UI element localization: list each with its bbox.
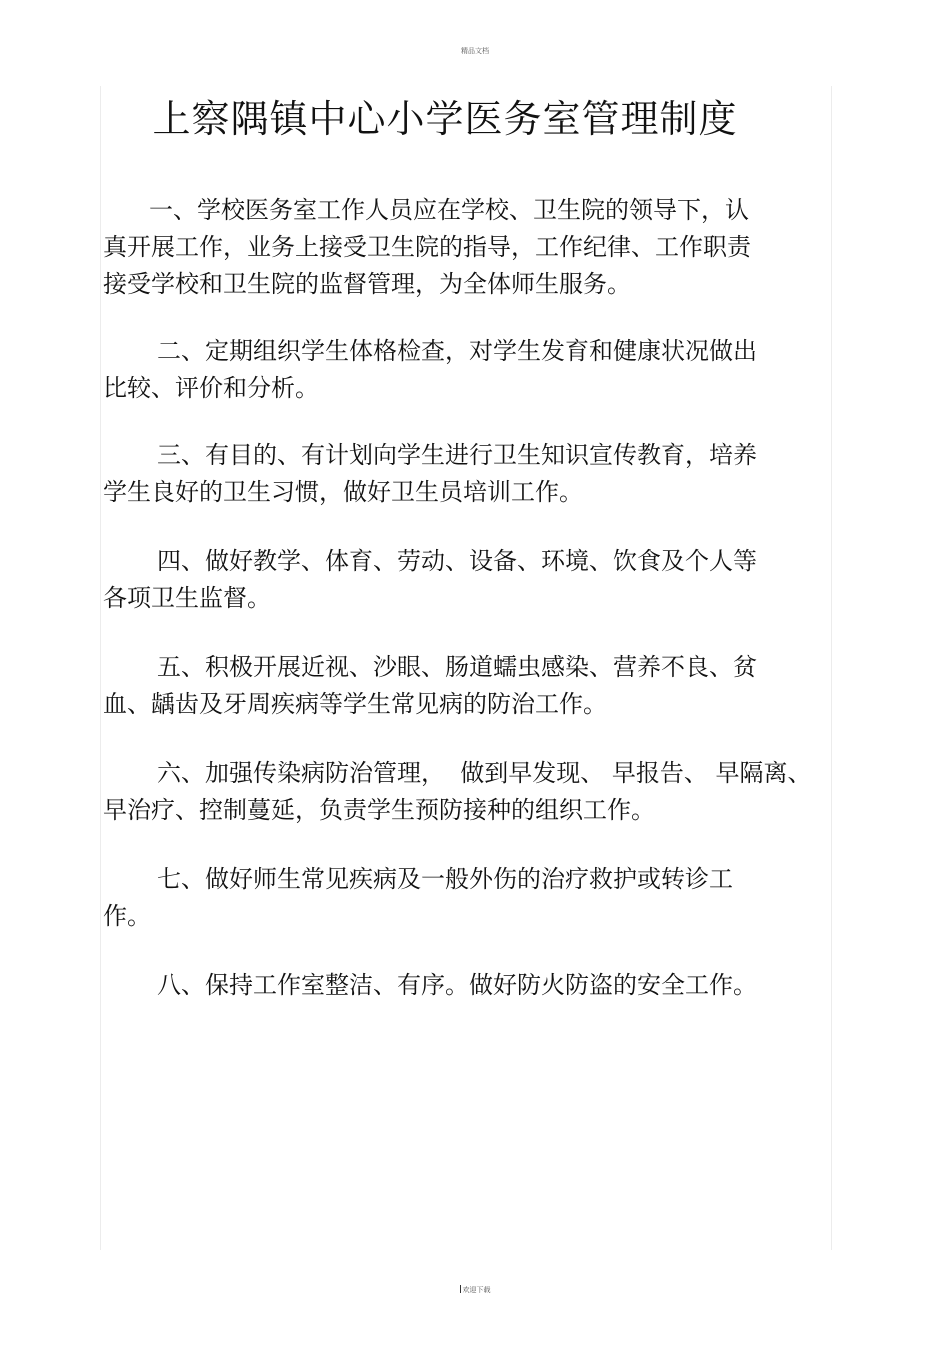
paragraph-line: 作。	[103, 902, 151, 930]
paragraph-line: 八、保持工作室整洁、有序。做好防火防盗的安全工作。	[157, 971, 757, 999]
header-note: 精品文档	[461, 47, 489, 55]
document-title: 上察隅镇中心小学医务室管理制度	[152, 97, 738, 141]
footer-text: 欢迎下载	[462, 1286, 491, 1294]
paragraph-line: 七、做好师生常见疾病及一般外伤的治疗救护或转诊工	[157, 865, 733, 893]
footer-divider	[460, 1285, 461, 1293]
paragraph-line: 六、加强传染病防治管理， 做到早发现、 早报告、 早隔离、	[157, 759, 812, 787]
paragraph-line: 接受学校和卫生院的监督管理，为全体师生服务。	[103, 270, 631, 298]
paragraph-4	[103, 543, 757, 617]
paragraph-line: 学生良好的卫生习惯，做好卫生员培训工作。	[103, 478, 583, 506]
paragraph-3	[103, 437, 757, 511]
paragraph-line: 四、做好教学、体育、劳动、设备、环境、饮食及个人等	[157, 547, 757, 575]
paragraph-line: 真开展工作，业务上接受卫生院的指导，工作纪律、工作职责	[103, 233, 751, 261]
paragraph-1	[103, 192, 751, 303]
paragraph-line: 血、龋齿及牙周疾病等学生常见病的防治工作。	[103, 690, 607, 718]
paragraph-line: 三、有目的、有计划向学生进行卫生知识宣传教育，培养	[157, 441, 757, 469]
paragraph-line: 各项卫生监督。	[103, 584, 271, 612]
paragraph-5	[103, 649, 757, 723]
paragraph-line: 一、学校医务室工作人员应在学校、卫生院的领导下，认	[149, 196, 749, 224]
paragraph-line: 比较、评价和分析。	[103, 374, 319, 402]
paragraph-line: 二、定期组织学生体格检查，对学生发育和健康状况做出	[157, 337, 757, 365]
paragraph-8	[103, 967, 757, 1004]
paragraph-7	[103, 861, 733, 935]
paragraph-line: 五、积极开展近视、沙眼、肠道蠕虫感染、营养不良、贫	[157, 653, 757, 681]
paragraph-6	[103, 755, 812, 829]
paragraph-2	[103, 333, 757, 407]
paragraph-line: 早治疗、控制蔓延，负责学生预防接种的组织工作。	[103, 796, 655, 824]
footer-note	[0, 1285, 950, 1295]
